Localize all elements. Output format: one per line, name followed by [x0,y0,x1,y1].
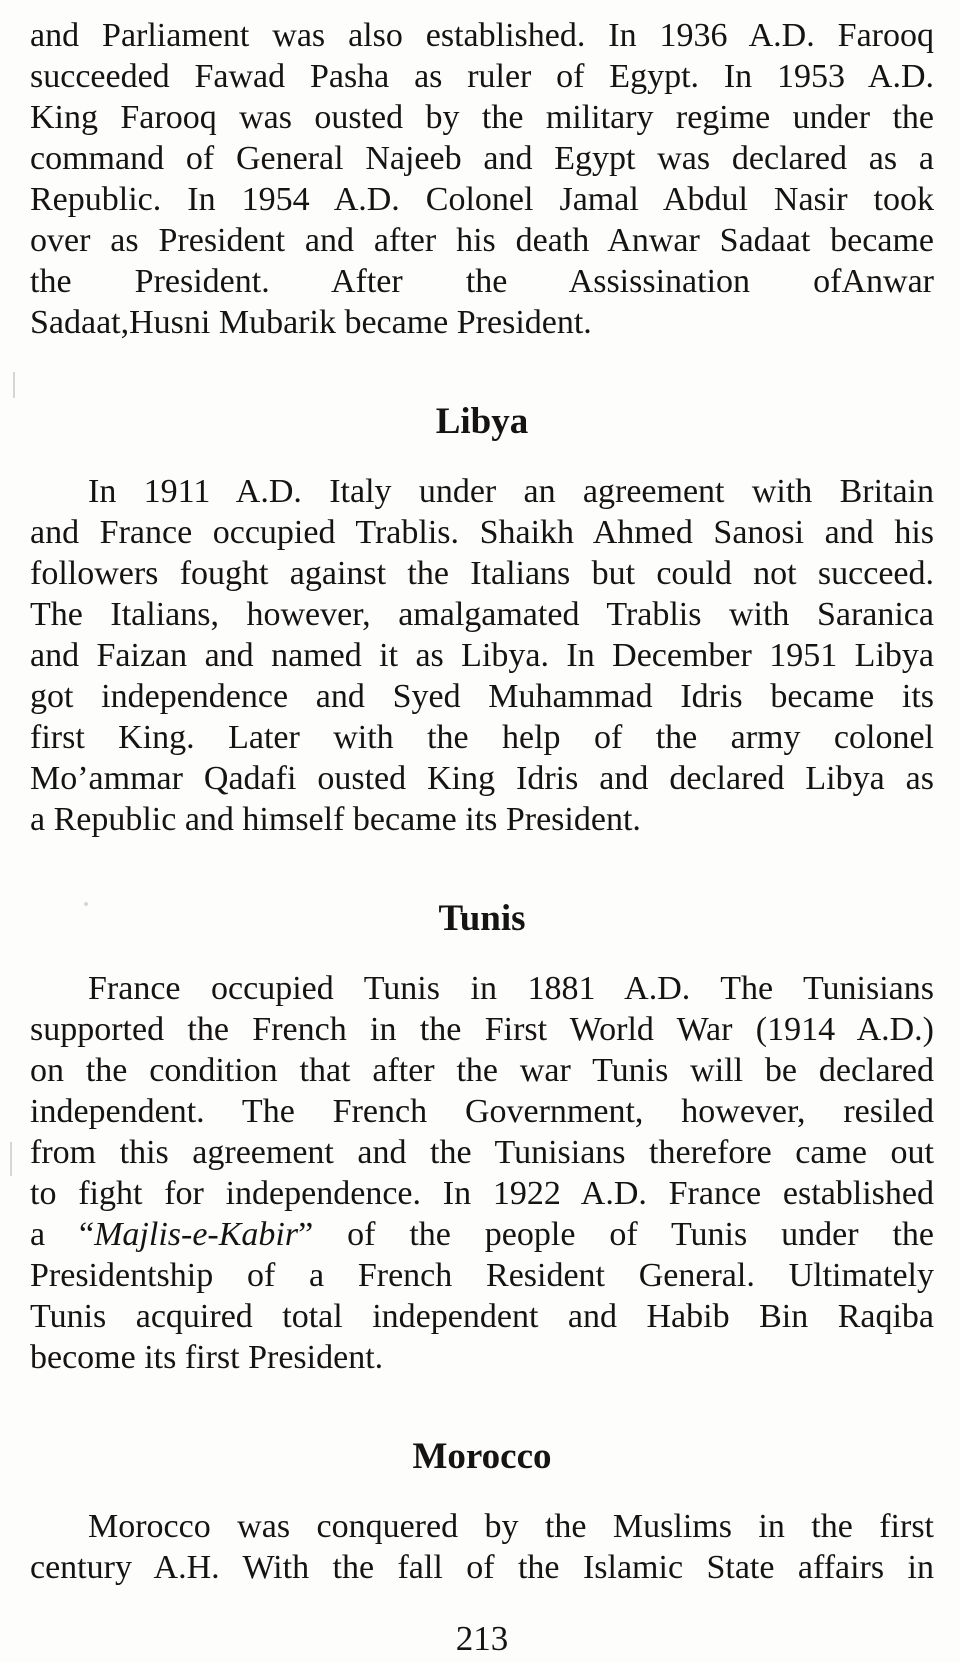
text-line: got independence and Syed Muhammad Idris became its [30,678,934,715]
text-run: a “ [30,1216,95,1253]
text-line: the President. After the Assissination ofAnwar [30,263,934,300]
section-heading: Tunis [438,898,526,939]
text-line: become its first President. [30,1339,384,1376]
text-line: In 1911 A.D. Italy under an agreement with Britain [88,473,934,510]
text-line: France occupied Tunis in 1881 A.D. The Tunisians [88,970,934,1007]
scan-artifact [10,1142,12,1176]
scan-artifact [84,902,88,906]
paragraph [30,968,934,1378]
scan-artifact [13,372,15,398]
text-line: succeeded Fawad Pasha as ruler of Egypt. In 1953 A.D. [30,58,934,95]
text-line: The Italians, however, amalgamated Trablis with Saranica [30,596,934,633]
paragraph [30,1506,934,1588]
text-line: century A.H. With the fall of the Islamic State affairs in [30,1549,934,1586]
text-line: to fight for independence. In 1922 A.D. France established [30,1175,934,1212]
paragraph [30,15,934,343]
italic-phrase: Majlis-e-Kabir [94,1216,299,1253]
text-line: and Parliament was also established. In 1936 A.D. Farooq [30,17,934,54]
text-run: ” of the people of Tunis under the [298,1216,934,1253]
text-line: Republic. In 1954 A.D. Colonel Jamal Abdul Nasir took [30,181,934,218]
text-line: followers fought against the Italians but could not succeed. [30,555,934,592]
text-line: Presidentship of a French Resident General. Ultimately [30,1257,934,1294]
text-line: supported the French in the First World War (1914 A.D.) [30,1011,934,1048]
paragraph [30,471,934,840]
section-heading: Libya [435,401,529,442]
section-heading: Morocco [412,1436,552,1477]
text-line: on the condition that after the war Tunis will be declared [30,1052,934,1089]
content [30,15,934,1588]
text-line: Morocco was conquered by the Muslims in the first [88,1508,934,1545]
text-line [30,1214,934,1255]
text-line: Tunis acquired total independent and Habib Bin Raqiba [30,1298,934,1335]
text-line: independent. The French Government, however, resiled [30,1093,934,1130]
text-line: and Faizan and named it as Libya. In December 1951 Libya [30,637,934,674]
text-line: command of General Najeeb and Egypt was declared as a [30,140,934,177]
text-line: over as President and after his death Anwar Sadaat became [30,222,934,259]
page-number: 213 [455,1619,509,1658]
text-line: King Farooq was ousted by the military regime under the [30,99,934,136]
text-line: a Republic and himself became its President. [30,801,641,838]
text-line: from this agreement and the Tunisians therefore came out [30,1134,934,1171]
text-line: and France occupied Trablis. Shaikh Ahmed Sanosi and his [30,514,934,551]
text-line: Sadaat,Husni Mubarik became President. [30,304,592,341]
text-line: first King. Later with the help of the army colonel [30,719,934,756]
text-line: Mo’ammar Qadafi ousted King Idris and declared Libya as [30,760,934,797]
